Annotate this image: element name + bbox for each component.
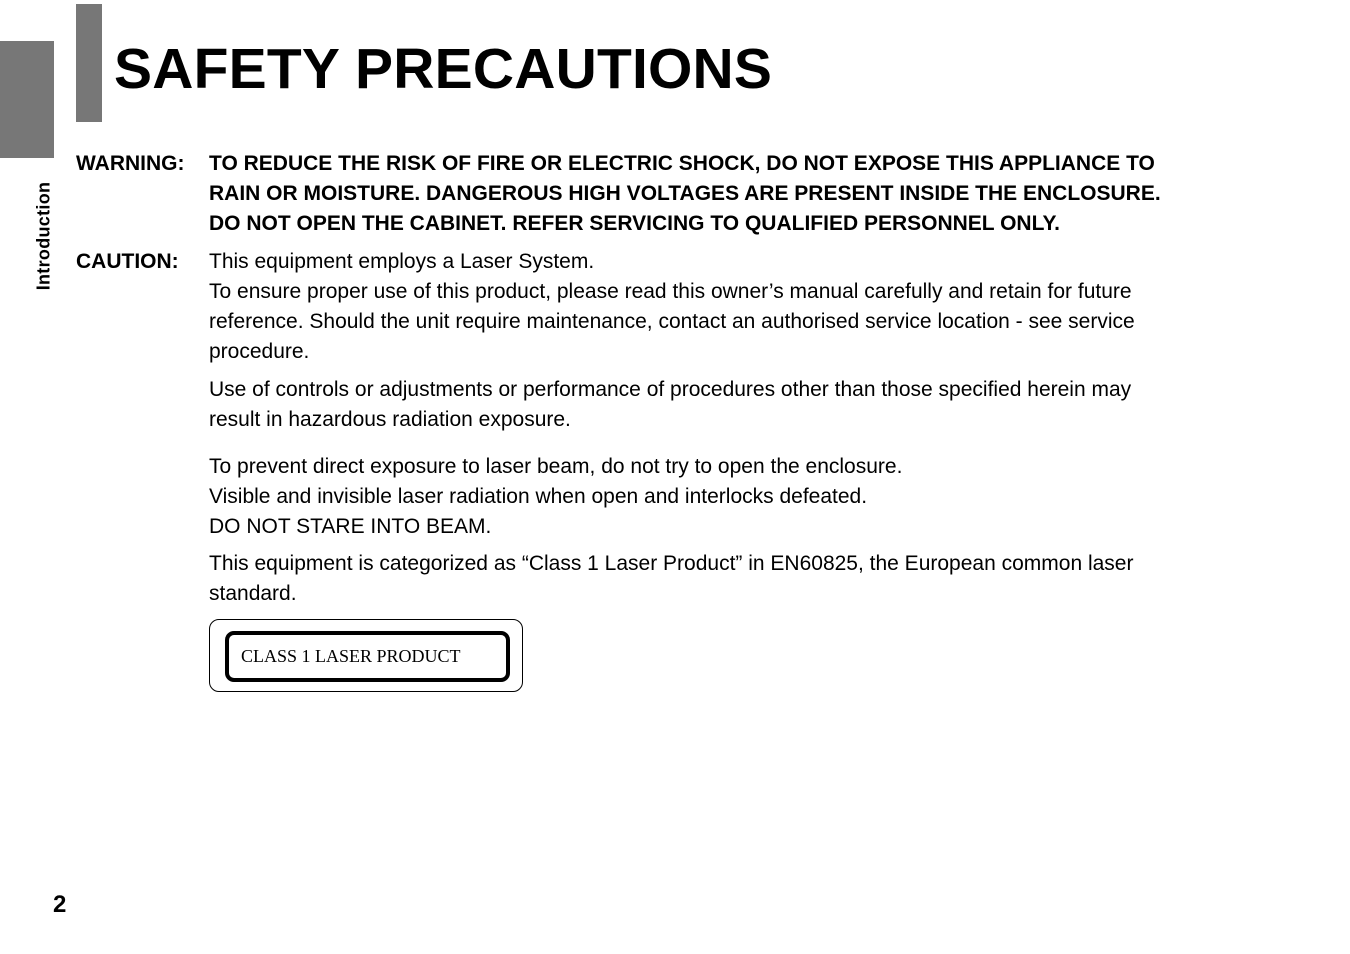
caution-line: DO NOT STARE INTO BEAM.: [209, 515, 492, 538]
page-title: SAFETY PRECAUTIONS: [114, 37, 773, 101]
caution-line: procedure.: [209, 340, 310, 363]
warning-line: TO REDUCE THE RISK OF FIRE OR ELECTRIC SHOCK, DO NOT EXPOSE THIS APPLIANCE TO: [209, 152, 1155, 175]
caution-paragraph-exposure: [209, 452, 1289, 542]
caution-line: To prevent direct exposure to laser beam, do not try to open the enclosure.: [209, 455, 903, 478]
caution-label: CAUTION:: [76, 250, 179, 273]
caution-line: Visible and invisible laser radiation when open and interlocks defeated.: [209, 485, 868, 508]
warning-text: [209, 149, 1289, 239]
section-tab: [0, 41, 54, 158]
laser-product-label-text: CLASS 1 LASER PRODUCT: [241, 646, 461, 666]
caution-line: This equipment is categorized as “Class 1 Laser Product” in EN60825, the European common laser: [209, 552, 1134, 575]
section-label: Introduction: [33, 181, 54, 291]
caution-line: This equipment employs a Laser System.: [209, 250, 595, 273]
laser-product-label-inner-frame: [225, 631, 510, 682]
caution-line: reference. Should the unit require maintenance, contact an authorised service location - see service: [209, 310, 1135, 333]
warning-line: DO NOT OPEN THE CABINET. REFER SERVICING TO QUALIFIED PERSONNEL ONLY.: [209, 212, 1061, 235]
caution-line: result in hazardous radiation exposure.: [209, 408, 571, 431]
caution-line: Use of controls or adjustments or performance of procedures other than those specified herein may: [209, 378, 1132, 401]
warning-label: WARNING:: [76, 152, 185, 175]
title-accent-bar: [76, 4, 102, 122]
caution-paragraph-controls: [209, 375, 1289, 435]
caution-line: standard.: [209, 582, 297, 605]
caution-paragraph-classification: [209, 549, 1289, 609]
caution-line: To ensure proper use of this product, please read this owner’s manual carefully and retain for future: [209, 280, 1132, 303]
caution-paragraph-laser-system: [209, 247, 1289, 367]
warning-line: RAIN OR MOISTURE. DANGEROUS HIGH VOLTAGES ARE PRESENT INSIDE THE ENCLOSURE.: [209, 182, 1161, 205]
page-number: 2: [53, 891, 67, 918]
laser-product-label: [209, 619, 523, 692]
